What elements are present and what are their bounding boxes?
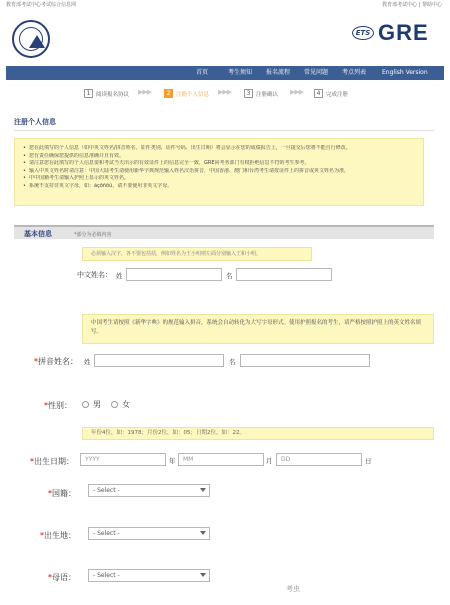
basic-info-title: 基本信息 <box>24 230 52 238</box>
chinese-surname-label: 姓 <box>116 272 123 280</box>
birth-day-input[interactable]: DD <box>276 453 362 466</box>
nav-item-process[interactable]: 报名流程 <box>266 69 291 76</box>
chinese-given-input[interactable] <box>236 268 332 281</box>
pinyin-given-input[interactable] <box>240 354 370 367</box>
nav-item-centers[interactable]: 考点列表 <box>342 69 367 76</box>
top-right-links[interactable]: 教育部考试中心 | 帮助中心 <box>382 2 442 8</box>
page-title: 注册个人信息 <box>14 118 56 126</box>
birth-date-hint: 年份4位，如：1978；月份2位，如：05；日期2位，如：22。 <box>82 427 434 440</box>
birth-month-input[interactable]: MM <box>178 453 264 466</box>
pinyin-hint: 中国考生请按照《新华字典》的规范输入拼音，系统会自动转化为大写字母形式。使用护照报名的考生，请严格按照护照上的英文姓名填写。 <box>82 314 434 344</box>
basic-info-header <box>14 225 434 239</box>
year-label: 年 <box>169 457 176 465</box>
progress-steps <box>6 86 444 100</box>
notice-item: • 中中国籍考生请输入护照上显示的英文姓名。 <box>23 175 415 183</box>
nav-item-home[interactable]: 首页 <box>196 69 209 76</box>
chinese-surname-input[interactable] <box>126 268 222 281</box>
birthplace-label: *出生地： <box>40 531 76 540</box>
chevron-down-icon <box>200 488 206 492</box>
gender-female-label: 女 <box>122 400 130 409</box>
ets-logo: ETS <box>352 26 374 40</box>
top-utility-bar <box>0 0 450 10</box>
step-read-agreement: 1 阅读报名协议 <box>84 88 129 99</box>
native-language-select[interactable]: - Select - <box>88 569 210 582</box>
chevron-down-icon <box>200 531 206 535</box>
gender-label: *性别： <box>44 401 72 410</box>
birth-year-input[interactable]: YYYY <box>80 453 166 466</box>
nav-item-notice[interactable]: 考生须知 <box>228 69 253 76</box>
pinyin-surname-label: 姓 <box>84 358 91 366</box>
step-arrow-icon: ▶▶▶ <box>218 88 232 96</box>
gender-female-radio[interactable] <box>111 401 118 408</box>
birthplace-select[interactable]: - Select - <box>88 527 210 540</box>
step-complete: 4 完成注册 <box>314 88 348 99</box>
pinyin-given-label: 名 <box>229 358 236 366</box>
gender-male-radio[interactable] <box>82 401 89 408</box>
chinese-name-label: 中文姓名： <box>77 271 112 279</box>
top-left-link[interactable]: 教育部考试中心考试综合信息网 <box>6 2 77 8</box>
required-note: *部分为必填内容 <box>74 232 112 238</box>
chinese-name-hint: 必须输入汉字，各不要包括括，例如姓名为王小明则左面分别输入王和小明。 <box>82 247 312 261</box>
nationality-select[interactable]: - Select - <box>88 484 210 497</box>
pinyin-surname-input[interactable] <box>94 354 224 367</box>
watermark: 考虫 <box>286 585 300 593</box>
notice-item: • 系统不支持非英文字母，如：áçõñöü，请不要使用非英文字母。 <box>23 183 415 191</box>
notice-box <box>14 138 424 206</box>
notice-item: • 您在此填写的个人信息（如中英文姓名/拼音姓名、证件类别、证件号码、出生日期）将会显示在您的成绩报告上，一旦提交后您将不能自行修改。 <box>23 145 415 153</box>
divider <box>14 130 434 131</box>
notice-item: • 输入中英文姓名时请注意：中国大陆考生请使用新华字典规范输入姓名汉语拼音，中国香港、澳门和台湾考生请按证件上的拼音或英文姓名为准， <box>23 168 415 176</box>
pinyin-name-label: *拼音姓名： <box>34 357 78 366</box>
nee-seal-icon <box>12 20 50 58</box>
month-label: 月 <box>266 457 273 465</box>
nationality-label: *国籍： <box>48 489 76 498</box>
birth-date-label: *出生日期： <box>30 457 74 466</box>
step-arrow-icon: ▶▶▶ <box>290 88 304 96</box>
step-register-info: 2 注册个人信息 <box>164 88 209 99</box>
notice-item: • 请注意您在此填写的个人信息要和考试当天出示的有效证件上的信息完全一致，GRE同考务部门有权拒绝信息不符的考生参考。 <box>23 160 415 168</box>
chinese-given-label: 名 <box>226 272 233 280</box>
step-confirm: 3 注册确认 <box>244 88 278 99</box>
day-label: 日 <box>365 457 372 465</box>
nav-item-english[interactable]: English Version <box>382 69 428 76</box>
gender-male-label: 男 <box>93 400 101 409</box>
step-arrow-icon: ▶▶▶ <box>138 88 152 96</box>
native-language-label: *母语： <box>48 573 76 582</box>
notice-item: • 您有责任确保您提供的信息准确并且有效。 <box>23 153 415 161</box>
gre-logo: GRE <box>378 20 429 45</box>
nav-item-faq[interactable]: 常见问题 <box>304 69 329 76</box>
chevron-down-icon <box>200 573 206 577</box>
main-nav <box>6 66 444 80</box>
